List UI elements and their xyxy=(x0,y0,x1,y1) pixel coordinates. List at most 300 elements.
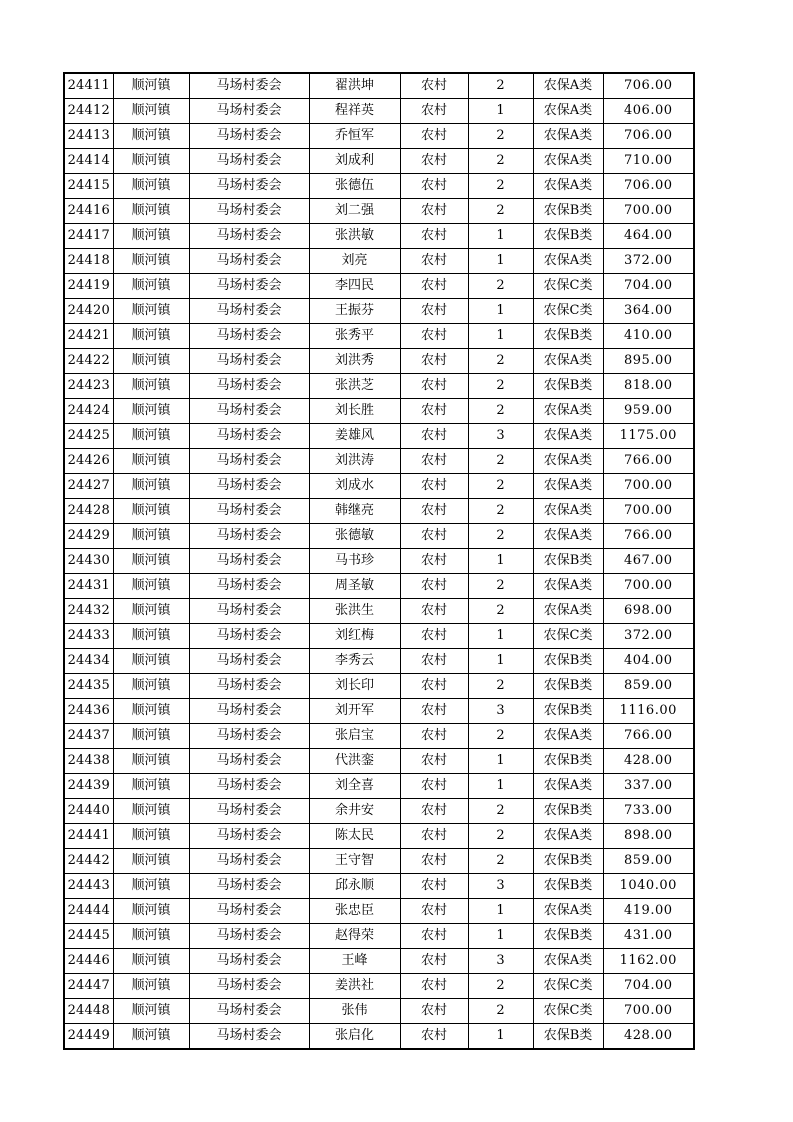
table-cell-residence: 农村 xyxy=(400,349,468,374)
table-cell-persons: 1 xyxy=(468,774,533,799)
table-cell-serial: 24427 xyxy=(64,474,113,499)
table-cell-serial: 24435 xyxy=(64,674,113,699)
table-cell-village: 马场村委会 xyxy=(189,749,309,774)
table-cell-serial: 24419 xyxy=(64,274,113,299)
table-cell-town: 顺河镇 xyxy=(113,574,189,599)
table-cell-category: 农保A类 xyxy=(533,524,603,549)
table-cell-persons: 3 xyxy=(468,874,533,899)
table-row xyxy=(64,874,694,899)
table-cell-residence: 农村 xyxy=(400,274,468,299)
table-cell-serial: 24444 xyxy=(64,899,113,924)
table-cell-name: 刘洪秀 xyxy=(309,349,400,374)
table-cell-name: 翟洪坤 xyxy=(309,73,400,99)
table-cell-residence: 农村 xyxy=(400,974,468,999)
table-cell-amount: 372.00 xyxy=(603,249,694,274)
table-cell-amount: 700.00 xyxy=(603,474,694,499)
table-cell-residence: 农村 xyxy=(400,299,468,324)
table-cell-category: 农保B类 xyxy=(533,1024,603,1050)
table-cell-residence: 农村 xyxy=(400,874,468,899)
table-cell-amount: 464.00 xyxy=(603,224,694,249)
table-cell-category: 农保A类 xyxy=(533,249,603,274)
table-cell-serial: 24426 xyxy=(64,449,113,474)
table-cell-town: 顺河镇 xyxy=(113,599,189,624)
table-cell-category: 农保C类 xyxy=(533,274,603,299)
table-cell-name: 刘红梅 xyxy=(309,624,400,649)
table-cell-name: 王振芬 xyxy=(309,299,400,324)
table-cell-town: 顺河镇 xyxy=(113,849,189,874)
table-cell-residence: 农村 xyxy=(400,674,468,699)
table-cell-village: 马场村委会 xyxy=(189,549,309,574)
table-cell-persons: 2 xyxy=(468,149,533,174)
table-row xyxy=(64,349,694,374)
table-cell-town: 顺河镇 xyxy=(113,449,189,474)
table-cell-persons: 2 xyxy=(468,274,533,299)
table-cell-name: 李秀云 xyxy=(309,649,400,674)
table-cell-residence: 农村 xyxy=(400,574,468,599)
table-cell-residence: 农村 xyxy=(400,849,468,874)
table-cell-category: 农保A类 xyxy=(533,499,603,524)
table-cell-serial: 24414 xyxy=(64,149,113,174)
table-cell-amount: 766.00 xyxy=(603,524,694,549)
table-cell-name: 程祥英 xyxy=(309,99,400,124)
table-cell-category: 农保B类 xyxy=(533,924,603,949)
table-cell-serial: 24424 xyxy=(64,399,113,424)
table-cell-town: 顺河镇 xyxy=(113,174,189,199)
table-cell-persons: 2 xyxy=(468,474,533,499)
table-cell-town: 顺河镇 xyxy=(113,299,189,324)
table-cell-town: 顺河镇 xyxy=(113,999,189,1024)
table-cell-village: 马场村委会 xyxy=(189,799,309,824)
table-cell-village: 马场村委会 xyxy=(189,399,309,424)
table-cell-village: 马场村委会 xyxy=(189,624,309,649)
table-cell-persons: 2 xyxy=(468,849,533,874)
table-cell-residence: 农村 xyxy=(400,949,468,974)
table-row xyxy=(64,799,694,824)
table-cell-village: 马场村委会 xyxy=(189,724,309,749)
table-cell-category: 农保A类 xyxy=(533,149,603,174)
table-cell-persons: 2 xyxy=(468,524,533,549)
table-row xyxy=(64,374,694,399)
table-cell-residence: 农村 xyxy=(400,524,468,549)
table-cell-amount: 704.00 xyxy=(603,974,694,999)
table-cell-town: 顺河镇 xyxy=(113,124,189,149)
table-cell-village: 马场村委会 xyxy=(189,349,309,374)
table-cell-amount: 898.00 xyxy=(603,824,694,849)
table-cell-amount: 959.00 xyxy=(603,399,694,424)
table-cell-persons: 1 xyxy=(468,249,533,274)
table-cell-category: 农保B类 xyxy=(533,849,603,874)
table-cell-category: 农保B类 xyxy=(533,749,603,774)
table-cell-town: 顺河镇 xyxy=(113,349,189,374)
table-cell-persons: 2 xyxy=(468,124,533,149)
table-cell-village: 马场村委会 xyxy=(189,699,309,724)
table-cell-serial: 24437 xyxy=(64,724,113,749)
table-row xyxy=(64,774,694,799)
table-cell-town: 顺河镇 xyxy=(113,399,189,424)
table-cell-village: 马场村委会 xyxy=(189,974,309,999)
table-cell-category: 农保A类 xyxy=(533,899,603,924)
table-row xyxy=(64,149,694,174)
table-cell-serial: 24447 xyxy=(64,974,113,999)
table-cell-name: 邱永顺 xyxy=(309,874,400,899)
table-cell-amount: 419.00 xyxy=(603,899,694,924)
table-cell-amount: 733.00 xyxy=(603,799,694,824)
table-cell-persons: 2 xyxy=(468,199,533,224)
table-cell-persons: 2 xyxy=(468,599,533,624)
table-cell-category: 农保A类 xyxy=(533,73,603,99)
table-cell-town: 顺河镇 xyxy=(113,149,189,174)
table-row xyxy=(64,299,694,324)
table-cell-amount: 431.00 xyxy=(603,924,694,949)
table-cell-persons: 2 xyxy=(468,724,533,749)
table-cell-persons: 1 xyxy=(468,549,533,574)
table-cell-name: 周圣敏 xyxy=(309,574,400,599)
table-cell-name: 刘洪涛 xyxy=(309,449,400,474)
table-cell-amount: 337.00 xyxy=(603,774,694,799)
table-cell-town: 顺河镇 xyxy=(113,699,189,724)
table-cell-category: 农保A类 xyxy=(533,349,603,374)
table-cell-village: 马场村委会 xyxy=(189,274,309,299)
table-cell-name: 王守智 xyxy=(309,849,400,874)
table-cell-name: 余井安 xyxy=(309,799,400,824)
table-cell-village: 马场村委会 xyxy=(189,449,309,474)
table-cell-category: 农保A类 xyxy=(533,599,603,624)
table-cell-amount: 406.00 xyxy=(603,99,694,124)
table-cell-residence: 农村 xyxy=(400,549,468,574)
table-cell-category: 农保A类 xyxy=(533,774,603,799)
table-cell-persons: 2 xyxy=(468,674,533,699)
table-cell-town: 顺河镇 xyxy=(113,724,189,749)
table-cell-serial: 24421 xyxy=(64,324,113,349)
table-cell-persons: 2 xyxy=(468,974,533,999)
table-row xyxy=(64,73,694,99)
table-cell-category: 农保B类 xyxy=(533,874,603,899)
table-cell-residence: 农村 xyxy=(400,824,468,849)
table-cell-persons: 1 xyxy=(468,299,533,324)
table-cell-category: 农保B类 xyxy=(533,799,603,824)
table-cell-serial: 24438 xyxy=(64,749,113,774)
table-cell-persons: 1 xyxy=(468,624,533,649)
table-cell-amount: 766.00 xyxy=(603,724,694,749)
table-cell-residence: 农村 xyxy=(400,249,468,274)
table-cell-residence: 农村 xyxy=(400,499,468,524)
table-cell-town: 顺河镇 xyxy=(113,949,189,974)
table-cell-name: 陈太民 xyxy=(309,824,400,849)
table-cell-serial: 24412 xyxy=(64,99,113,124)
table-cell-town: 顺河镇 xyxy=(113,649,189,674)
table-cell-residence: 农村 xyxy=(400,149,468,174)
table-cell-serial: 24416 xyxy=(64,199,113,224)
table-cell-village: 马场村委会 xyxy=(189,649,309,674)
table-cell-residence: 农村 xyxy=(400,649,468,674)
table-row xyxy=(64,899,694,924)
table-cell-serial: 24445 xyxy=(64,924,113,949)
table-row xyxy=(64,949,694,974)
table-cell-residence: 农村 xyxy=(400,73,468,99)
table-cell-persons: 1 xyxy=(468,1024,533,1050)
table-row xyxy=(64,649,694,674)
table-row xyxy=(64,324,694,349)
table-cell-persons: 3 xyxy=(468,699,533,724)
table-cell-persons: 1 xyxy=(468,224,533,249)
payment-data-table xyxy=(63,72,695,1050)
table-cell-village: 马场村委会 xyxy=(189,849,309,874)
table-cell-amount: 410.00 xyxy=(603,324,694,349)
table-cell-name: 韩继亮 xyxy=(309,499,400,524)
table-cell-town: 顺河镇 xyxy=(113,924,189,949)
table-cell-category: 农保A类 xyxy=(533,99,603,124)
table-row xyxy=(64,199,694,224)
table-cell-serial: 24446 xyxy=(64,949,113,974)
table-cell-name: 刘长印 xyxy=(309,674,400,699)
table-cell-residence: 农村 xyxy=(400,199,468,224)
table-row xyxy=(64,999,694,1024)
table-cell-village: 马场村委会 xyxy=(189,1024,309,1050)
table-cell-name: 张德敏 xyxy=(309,524,400,549)
table-cell-persons: 1 xyxy=(468,924,533,949)
table-cell-town: 顺河镇 xyxy=(113,524,189,549)
table-cell-village: 马场村委会 xyxy=(189,599,309,624)
table-cell-town: 顺河镇 xyxy=(113,374,189,399)
table-cell-village: 马场村委会 xyxy=(189,924,309,949)
table-cell-amount: 700.00 xyxy=(603,574,694,599)
table-cell-category: 农保B类 xyxy=(533,324,603,349)
table-cell-serial: 24430 xyxy=(64,549,113,574)
table-cell-name: 姜洪社 xyxy=(309,974,400,999)
table-cell-name: 赵得荣 xyxy=(309,924,400,949)
table-cell-residence: 农村 xyxy=(400,124,468,149)
table-cell-amount: 1175.00 xyxy=(603,424,694,449)
table-cell-village: 马场村委会 xyxy=(189,674,309,699)
table-cell-village: 马场村委会 xyxy=(189,374,309,399)
table-row xyxy=(64,1024,694,1050)
table-cell-name: 刘亮 xyxy=(309,249,400,274)
table-row xyxy=(64,624,694,649)
table-cell-town: 顺河镇 xyxy=(113,199,189,224)
table-cell-residence: 农村 xyxy=(400,1024,468,1050)
table-cell-residence: 农村 xyxy=(400,99,468,124)
table-row xyxy=(64,499,694,524)
table-cell-residence: 农村 xyxy=(400,924,468,949)
table-cell-name: 张洪敏 xyxy=(309,224,400,249)
table-cell-town: 顺河镇 xyxy=(113,1024,189,1050)
table-cell-residence: 农村 xyxy=(400,399,468,424)
table-cell-serial: 24448 xyxy=(64,999,113,1024)
table-cell-persons: 2 xyxy=(468,174,533,199)
table-cell-village: 马场村委会 xyxy=(189,99,309,124)
table-cell-category: 农保A类 xyxy=(533,824,603,849)
table-cell-serial: 24415 xyxy=(64,174,113,199)
table-cell-category: 农保A类 xyxy=(533,424,603,449)
table-cell-serial: 24434 xyxy=(64,649,113,674)
table-cell-town: 顺河镇 xyxy=(113,624,189,649)
table-cell-category: 农保B类 xyxy=(533,699,603,724)
table-cell-town: 顺河镇 xyxy=(113,674,189,699)
table-cell-category: 农保C类 xyxy=(533,299,603,324)
table-row xyxy=(64,524,694,549)
table-cell-amount: 859.00 xyxy=(603,849,694,874)
table-cell-name: 张德伍 xyxy=(309,174,400,199)
table-cell-serial: 24413 xyxy=(64,124,113,149)
table-cell-amount: 404.00 xyxy=(603,649,694,674)
table-cell-amount: 1116.00 xyxy=(603,699,694,724)
table-cell-residence: 农村 xyxy=(400,224,468,249)
table-cell-category: 农保A类 xyxy=(533,399,603,424)
table-cell-residence: 农村 xyxy=(400,374,468,399)
table-cell-name: 张启化 xyxy=(309,1024,400,1050)
table-cell-serial: 24425 xyxy=(64,424,113,449)
table-cell-amount: 1040.00 xyxy=(603,874,694,899)
table-cell-town: 顺河镇 xyxy=(113,424,189,449)
table-cell-persons: 2 xyxy=(468,574,533,599)
table-cell-name: 张洪芝 xyxy=(309,374,400,399)
table-cell-serial: 24441 xyxy=(64,824,113,849)
table-row xyxy=(64,574,694,599)
table-row xyxy=(64,699,694,724)
table-cell-amount: 1162.00 xyxy=(603,949,694,974)
table-cell-serial: 24418 xyxy=(64,249,113,274)
table-cell-persons: 2 xyxy=(468,374,533,399)
table-cell-village: 马场村委会 xyxy=(189,174,309,199)
table-cell-persons: 2 xyxy=(468,799,533,824)
table-cell-village: 马场村委会 xyxy=(189,824,309,849)
table-cell-serial: 24443 xyxy=(64,874,113,899)
table-cell-category: 农保A类 xyxy=(533,474,603,499)
table-cell-residence: 农村 xyxy=(400,899,468,924)
table-cell-name: 王峰 xyxy=(309,949,400,974)
table-cell-serial: 24449 xyxy=(64,1024,113,1050)
table-cell-serial: 24423 xyxy=(64,374,113,399)
table-cell-name: 刘成水 xyxy=(309,474,400,499)
table-cell-town: 顺河镇 xyxy=(113,73,189,99)
table-cell-name: 张启宝 xyxy=(309,724,400,749)
table-cell-persons: 2 xyxy=(468,349,533,374)
table-cell-category: 农保A类 xyxy=(533,124,603,149)
table-cell-amount: 895.00 xyxy=(603,349,694,374)
table-cell-amount: 706.00 xyxy=(603,124,694,149)
table-cell-amount: 704.00 xyxy=(603,274,694,299)
table-cell-village: 马场村委会 xyxy=(189,499,309,524)
table-cell-persons: 3 xyxy=(468,424,533,449)
table-row xyxy=(64,599,694,624)
table-cell-residence: 农村 xyxy=(400,774,468,799)
table-cell-village: 马场村委会 xyxy=(189,874,309,899)
table-cell-name: 张伟 xyxy=(309,999,400,1024)
table-cell-village: 马场村委会 xyxy=(189,474,309,499)
table-cell-name: 张忠臣 xyxy=(309,899,400,924)
table-cell-town: 顺河镇 xyxy=(113,99,189,124)
table-cell-category: 农保C类 xyxy=(533,974,603,999)
table-cell-amount: 700.00 xyxy=(603,199,694,224)
table-cell-town: 顺河镇 xyxy=(113,324,189,349)
table-cell-town: 顺河镇 xyxy=(113,249,189,274)
table-cell-town: 顺河镇 xyxy=(113,549,189,574)
table-cell-village: 马场村委会 xyxy=(189,149,309,174)
table-cell-residence: 农村 xyxy=(400,999,468,1024)
table-cell-category: 农保A类 xyxy=(533,724,603,749)
table-cell-residence: 农村 xyxy=(400,749,468,774)
table-cell-residence: 农村 xyxy=(400,424,468,449)
table-row xyxy=(64,749,694,774)
table-cell-persons: 2 xyxy=(468,999,533,1024)
table-cell-category: 农保C类 xyxy=(533,999,603,1024)
table-row xyxy=(64,399,694,424)
table-cell-amount: 698.00 xyxy=(603,599,694,624)
table-row xyxy=(64,849,694,874)
table-cell-village: 马场村委会 xyxy=(189,774,309,799)
table-cell-category: 农保B类 xyxy=(533,549,603,574)
table-cell-amount: 428.00 xyxy=(603,1024,694,1050)
table-cell-village: 马场村委会 xyxy=(189,574,309,599)
table-cell-category: 农保A类 xyxy=(533,574,603,599)
table-cell-serial: 24439 xyxy=(64,774,113,799)
table-cell-name: 刘成利 xyxy=(309,149,400,174)
table-cell-amount: 706.00 xyxy=(603,174,694,199)
table-row xyxy=(64,124,694,149)
table-cell-category: 农保B类 xyxy=(533,224,603,249)
table-body xyxy=(64,73,694,1049)
table-cell-village: 马场村委会 xyxy=(189,899,309,924)
table-row xyxy=(64,724,694,749)
table-cell-serial: 24420 xyxy=(64,299,113,324)
table-cell-serial: 24428 xyxy=(64,499,113,524)
table-row xyxy=(64,449,694,474)
table-row xyxy=(64,424,694,449)
table-cell-residence: 农村 xyxy=(400,699,468,724)
table-cell-name: 刘长胜 xyxy=(309,399,400,424)
table-cell-persons: 2 xyxy=(468,73,533,99)
table-cell-serial: 24442 xyxy=(64,849,113,874)
table-row xyxy=(64,674,694,699)
table-cell-serial: 24433 xyxy=(64,624,113,649)
table-cell-residence: 农村 xyxy=(400,724,468,749)
table-cell-village: 马场村委会 xyxy=(189,324,309,349)
table-cell-persons: 2 xyxy=(468,449,533,474)
table-cell-name: 马书珍 xyxy=(309,549,400,574)
table-cell-name: 张秀平 xyxy=(309,324,400,349)
table-cell-name: 刘开军 xyxy=(309,699,400,724)
table-cell-persons: 1 xyxy=(468,749,533,774)
table-cell-name: 张洪生 xyxy=(309,599,400,624)
table-cell-amount: 467.00 xyxy=(603,549,694,574)
table-cell-village: 马场村委会 xyxy=(189,424,309,449)
table-cell-town: 顺河镇 xyxy=(113,899,189,924)
table-cell-serial: 24436 xyxy=(64,699,113,724)
table-cell-town: 顺河镇 xyxy=(113,749,189,774)
table-row xyxy=(64,474,694,499)
table-cell-serial: 24417 xyxy=(64,224,113,249)
table-cell-town: 顺河镇 xyxy=(113,974,189,999)
table-cell-residence: 农村 xyxy=(400,474,468,499)
table-cell-village: 马场村委会 xyxy=(189,524,309,549)
table-cell-name: 刘全喜 xyxy=(309,774,400,799)
table-cell-category: 农保B类 xyxy=(533,649,603,674)
table-row xyxy=(64,249,694,274)
table-cell-name: 刘二强 xyxy=(309,199,400,224)
table-cell-persons: 1 xyxy=(468,324,533,349)
table-cell-residence: 农村 xyxy=(400,799,468,824)
table-row xyxy=(64,924,694,949)
table-cell-amount: 710.00 xyxy=(603,149,694,174)
table-cell-persons: 1 xyxy=(468,649,533,674)
table-cell-amount: 428.00 xyxy=(603,749,694,774)
table-cell-category: 农保B类 xyxy=(533,674,603,699)
table-cell-amount: 700.00 xyxy=(603,999,694,1024)
table-cell-amount: 706.00 xyxy=(603,73,694,99)
table-cell-category: 农保B类 xyxy=(533,199,603,224)
table-cell-town: 顺河镇 xyxy=(113,824,189,849)
table-cell-village: 马场村委会 xyxy=(189,299,309,324)
